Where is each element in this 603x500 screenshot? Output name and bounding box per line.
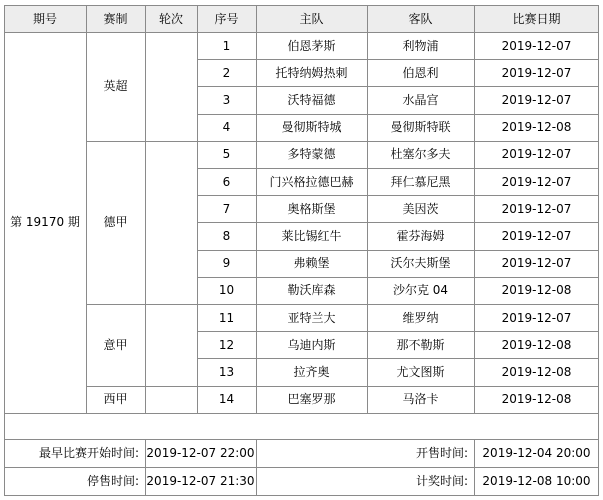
grid-line — [598, 413, 599, 496]
header-match-date: 比赛日期 — [474, 5, 599, 32]
away-team: 利物浦 — [402, 38, 439, 53]
away-team: 沃尔夫斯堡 — [390, 256, 451, 271]
lottery-schedule-table — [4, 5, 599, 496]
footer-award-calc-label: 计奖时间: — [415, 473, 468, 488]
home-team: 多特蒙德 — [287, 147, 336, 162]
header-home-team: 主队 — [256, 5, 367, 32]
match-date: 2019-12-08 — [501, 120, 572, 135]
footer-sale-open-label: 开售时间: — [415, 445, 468, 460]
grid-line — [86, 5, 87, 413]
header-round: 轮次 — [145, 5, 197, 32]
grid-line — [145, 5, 146, 413]
grid-line — [474, 439, 475, 495]
header-away-team: 客队 — [367, 5, 474, 32]
grid-line — [197, 5, 198, 413]
competition-name: 德甲 — [103, 215, 128, 230]
grid-line — [4, 5, 5, 413]
match-number: 7 — [222, 201, 231, 216]
home-team: 亚特兰大 — [287, 310, 336, 325]
match-date: 2019-12-07 — [501, 256, 572, 271]
grid-line — [4, 5, 599, 6]
grid-line — [256, 439, 257, 495]
home-team: 勒沃库森 — [287, 283, 336, 298]
footer-earliest-start-label: 最早比赛开始时间: — [38, 445, 139, 460]
home-team: 伯恩茅斯 — [287, 38, 336, 53]
away-team: 水晶宫 — [402, 92, 439, 107]
away-team: 拜仁慕尼黑 — [390, 174, 451, 189]
footer-sale-stop-label: 停售时间: — [86, 473, 139, 488]
grid-line — [4, 413, 5, 496]
away-team: 伯恩利 — [402, 65, 439, 80]
home-team: 沃特福德 — [287, 92, 336, 107]
footer-earliest-start-value: 2019-12-07 22:00 — [146, 445, 255, 460]
match-date: 2019-12-07 — [501, 174, 572, 189]
match-date: 2019-12-08 — [501, 283, 572, 298]
home-team: 乌迪内斯 — [287, 337, 336, 352]
match-number: 1 — [222, 38, 231, 53]
away-team: 曼彻斯特联 — [390, 120, 451, 135]
footer-award-calc-value: 2019-12-08 10:00 — [482, 473, 591, 488]
match-number: 9 — [222, 256, 231, 271]
grid-line — [598, 5, 599, 413]
away-team: 沙尔克 04 — [392, 283, 449, 298]
home-team: 莱比锡红牛 — [281, 228, 342, 243]
footer-sale-open-value: 2019-12-04 20:00 — [482, 445, 591, 460]
away-team: 维罗纳 — [402, 310, 439, 325]
header-competition: 赛制 — [86, 5, 145, 32]
home-team: 托特纳姆热刺 — [275, 65, 348, 80]
header-period: 期号 — [4, 5, 86, 32]
header-number: 序号 — [197, 5, 256, 32]
match-number: 3 — [222, 92, 231, 107]
away-team: 那不勒斯 — [396, 337, 445, 352]
away-team: 霍芬海姆 — [396, 228, 445, 243]
grid-line — [367, 5, 368, 413]
match-date: 2019-12-07 — [501, 38, 572, 53]
home-team: 弗赖堡 — [293, 256, 330, 271]
match-number: 14 — [218, 392, 235, 407]
match-number: 4 — [222, 120, 231, 135]
match-number: 13 — [218, 364, 235, 379]
match-number: 5 — [222, 147, 231, 162]
home-team: 曼彻斯特城 — [281, 120, 342, 135]
period-label: 第 19170 期 — [10, 215, 80, 230]
match-date: 2019-12-07 — [501, 201, 572, 216]
competition-name: 西甲 — [103, 392, 128, 407]
match-date: 2019-12-08 — [501, 392, 572, 407]
home-team: 奥格斯堡 — [287, 201, 336, 216]
footer-sale-stop-value: 2019-12-07 21:30 — [146, 473, 255, 488]
away-team: 尤文图斯 — [396, 364, 445, 379]
match-date: 2019-12-07 — [501, 147, 572, 162]
grid-line — [4, 413, 599, 414]
match-number: 10 — [218, 283, 235, 298]
away-team: 杜塞尔多夫 — [390, 147, 451, 162]
home-team: 巴塞罗那 — [287, 392, 336, 407]
match-date: 2019-12-07 — [501, 228, 572, 243]
home-team: 门兴格拉德巴赫 — [269, 174, 354, 189]
grid-line — [256, 5, 257, 413]
grid-line — [4, 495, 599, 496]
grid-line — [474, 5, 475, 413]
match-number: 2 — [222, 65, 231, 80]
match-date: 2019-12-08 — [501, 364, 572, 379]
competition-name: 英超 — [103, 79, 128, 94]
away-team: 马洛卡 — [402, 392, 439, 407]
match-number: 8 — [222, 228, 231, 243]
match-number: 12 — [218, 337, 235, 352]
match-number: 11 — [218, 310, 235, 325]
away-team: 美因茨 — [402, 201, 439, 216]
match-date: 2019-12-07 — [501, 65, 572, 80]
match-date: 2019-12-08 — [501, 337, 572, 352]
grid-line — [145, 439, 146, 495]
home-team: 拉齐奥 — [293, 364, 330, 379]
match-date: 2019-12-07 — [501, 92, 572, 107]
match-date: 2019-12-07 — [501, 310, 572, 325]
match-number: 6 — [222, 174, 231, 189]
competition-name: 意甲 — [103, 337, 128, 352]
